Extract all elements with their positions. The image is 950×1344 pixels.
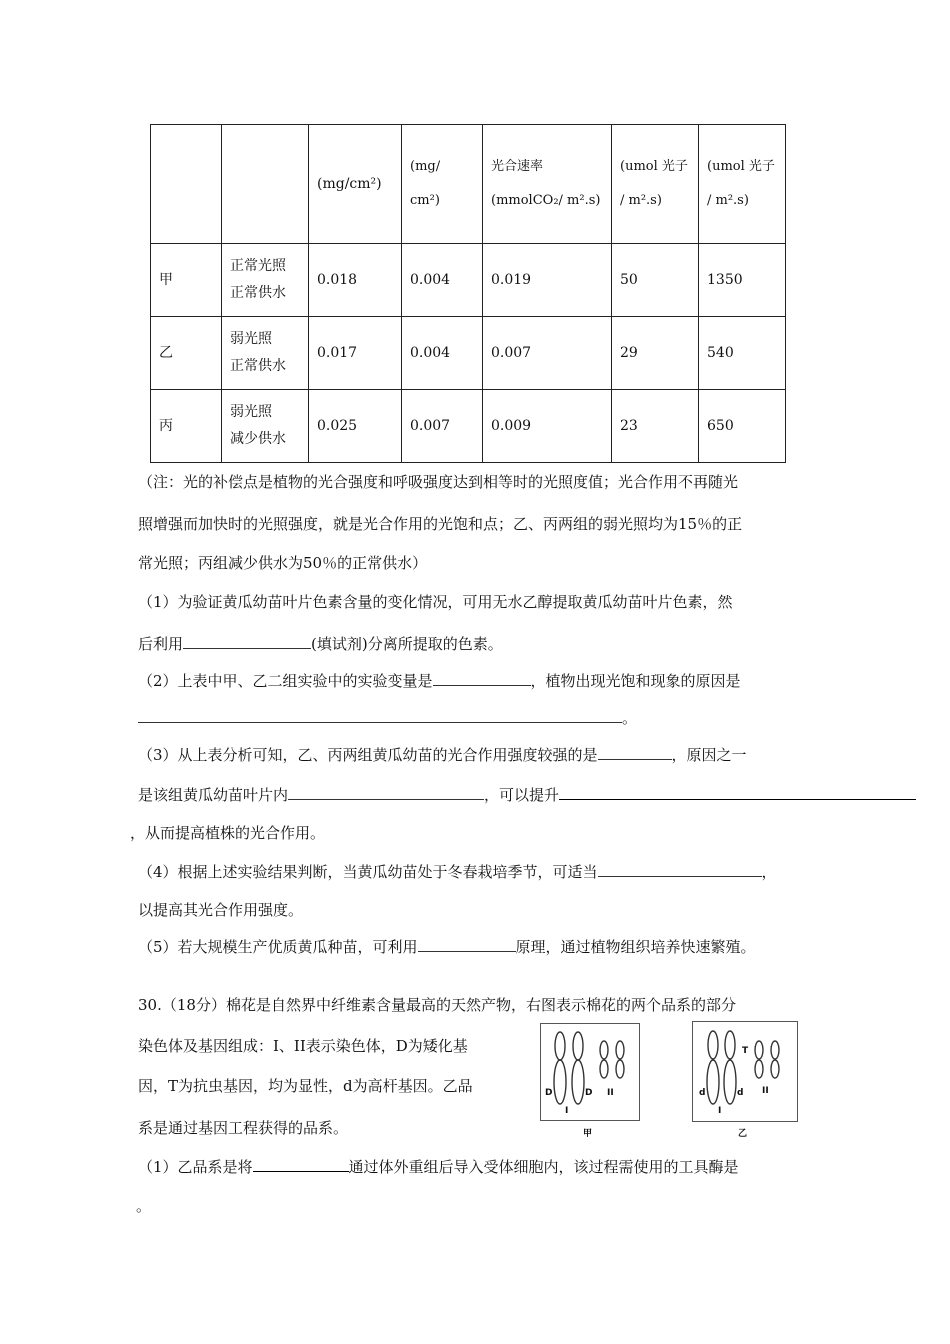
q30-sub1-mid: 通过体外重组后导入受体细胞内，该过程需使用的工具酶是 — [348, 1158, 739, 1176]
value-cell: 0.007 — [402, 390, 483, 463]
q3-line2-mid: ，可以提升 — [484, 786, 560, 804]
condition-light: 正常光照 — [230, 258, 286, 275]
q1-prefix: 后利用 — [138, 635, 184, 653]
question-3-text — [138, 743, 747, 765]
header-cell: (umol 光子 / m².s) — [699, 125, 786, 244]
value-cell: 540 — [699, 317, 786, 390]
group-cell: 丙 — [151, 390, 222, 463]
chromosome-figure-jia — [540, 1023, 640, 1121]
q2-mid: ，植物出现光饱和现象的原因是 — [530, 672, 741, 690]
value-cell: 29 — [612, 317, 699, 390]
answer-blank[interactable] — [418, 935, 516, 952]
gene-label-T: T — [742, 1046, 749, 1056]
table-header-row — [151, 125, 786, 244]
gene-label-D: D — [545, 1088, 553, 1098]
table-row — [151, 244, 786, 317]
header-cell: (mg/ cm²) — [402, 125, 483, 244]
gene-label-d: d — [737, 1088, 744, 1098]
question-30-line4: 系是通过基因工程获得的品系。 — [138, 1119, 349, 1137]
value-cell: 0.025 — [309, 390, 402, 463]
q30-sub1-prefix: （1）乙品系是将 — [138, 1158, 253, 1176]
value-cell: 650 — [699, 390, 786, 463]
question-30-text: 30.（18分）棉花是自然界中纤维素含量最高的天然产物，右图表示棉花的两个品系的部分 — [138, 996, 736, 1014]
chromosome-diagram-jia — [541, 1024, 639, 1120]
value-cell: 0.007 — [483, 317, 612, 390]
note-line: （注：光的补偿点是植物的光合强度和呼吸强度达到相等时的光照度值；光合作用不再随光 — [138, 473, 739, 491]
answer-blank[interactable] — [138, 706, 622, 723]
header-cell: (mg/cm²) — [309, 125, 402, 244]
value-cell: 0.004 — [402, 317, 483, 390]
q5-suffix: 原理，通过植物组织培养快速繁殖。 — [515, 938, 756, 956]
q3-mid: ，原因之一 — [671, 746, 747, 764]
group-cell: 乙 — [151, 317, 222, 390]
answer-blank[interactable] — [433, 669, 531, 686]
table-row — [151, 390, 786, 463]
chromosome-label-I: I — [718, 1106, 722, 1116]
chromosome-diagram-yi — [693, 1022, 797, 1121]
value-cell: 50 — [612, 244, 699, 317]
value-cell: 0.018 — [309, 244, 402, 317]
value-cell: 0.004 — [402, 244, 483, 317]
value-cell: 23 — [612, 390, 699, 463]
value-cell: 0.017 — [309, 317, 402, 390]
question-2-text — [138, 669, 741, 691]
group-cell: 甲 — [151, 244, 222, 317]
answer-blank[interactable] — [253, 1155, 349, 1172]
question-4-line2: 以提高其光合作用强度。 — [138, 901, 304, 919]
question-30-line2: 染色体及基因组成：I、II表示染色体，D为矮化基 — [138, 1037, 468, 1055]
q5-prefix: （5）若大规模生产优质黄瓜种苗，可利用 — [138, 938, 418, 956]
q3-line2-prefix: 是该组黄瓜幼苗叶片内 — [138, 786, 289, 804]
condition-light: 弱光照 — [230, 404, 272, 421]
header-cell — [151, 125, 222, 244]
header-cell: 光合速率 (mmolCO₂/ m².s) — [483, 125, 612, 244]
figure-caption-yi: 乙 — [738, 1129, 748, 1139]
q3-prefix: （3）从上表分析可知，乙、丙两组黄瓜幼苗的光合作用强度较强的是 — [138, 746, 598, 764]
header-cell: (umol 光子 / m².s) — [612, 125, 699, 244]
question-4-text — [138, 860, 777, 882]
q4-mid: ， — [761, 863, 777, 881]
value-cell: 1350 — [699, 244, 786, 317]
header-cell — [222, 125, 309, 244]
question-30-sub1-end: 。 — [136, 1197, 152, 1215]
condition-light: 弱光照 — [230, 331, 272, 348]
question-3-line2 — [138, 783, 916, 805]
table-row — [151, 317, 786, 390]
question-3-line3: ，从而提高植株的光合作用。 — [130, 824, 326, 842]
value-cell: 0.019 — [483, 244, 612, 317]
q2-suffix: 。 — [622, 709, 638, 727]
chromosome-label-I: I — [565, 1106, 569, 1116]
answer-blank[interactable] — [598, 743, 672, 760]
gene-label-d: d — [699, 1088, 706, 1098]
q2-prefix: （2）上表中甲、乙二组实验中的实验变量是 — [138, 672, 433, 690]
question-2-line2 — [138, 706, 637, 728]
answer-blank[interactable] — [288, 783, 484, 800]
note-line: 照增强而加快时的光照强度，就是光合作用的光饱和点；乙、丙两组的弱光照均为15％的正 — [138, 515, 743, 533]
q4-prefix: （4）根据上述实验结果判断，当黄瓜幼苗处于冬春栽培季节，可适当 — [138, 863, 598, 881]
question-1-text: （1）为验证黄瓜幼苗叶片色素含量的变化情况，可用无水乙醇提取黄瓜幼苗叶片色素，然 — [138, 593, 733, 611]
answer-blank[interactable] — [598, 860, 762, 877]
note-line: 常光照；丙组减少供水为50％的正常供水） — [138, 554, 428, 572]
chromosome-label-II: II — [607, 1088, 614, 1098]
answer-blank[interactable] — [559, 783, 916, 800]
value-cell: 0.009 — [483, 390, 612, 463]
condition-water: 正常供水 — [230, 285, 286, 301]
question-30-sub1 — [138, 1155, 739, 1177]
chromosome-label-II: II — [762, 1086, 769, 1096]
condition-cell — [222, 244, 309, 317]
condition-cell — [222, 390, 309, 463]
question-1-line2 — [138, 632, 503, 654]
answer-blank[interactable] — [183, 632, 311, 649]
q1-suffix: (填试剂)分离所提取的色素。 — [311, 635, 503, 653]
gene-label-D: D — [585, 1088, 593, 1098]
question-30-line3: 因，T为抗虫基因，均为显性，d为高杆基因。乙品 — [138, 1077, 473, 1095]
condition-cell — [222, 317, 309, 390]
figure-caption-jia: 甲 — [583, 1129, 593, 1139]
chromosome-figure-yi — [692, 1021, 798, 1122]
question-5-text — [138, 935, 756, 957]
data-table — [150, 124, 786, 463]
condition-water: 正常供水 — [230, 358, 286, 374]
condition-water: 减少供水 — [230, 431, 286, 447]
